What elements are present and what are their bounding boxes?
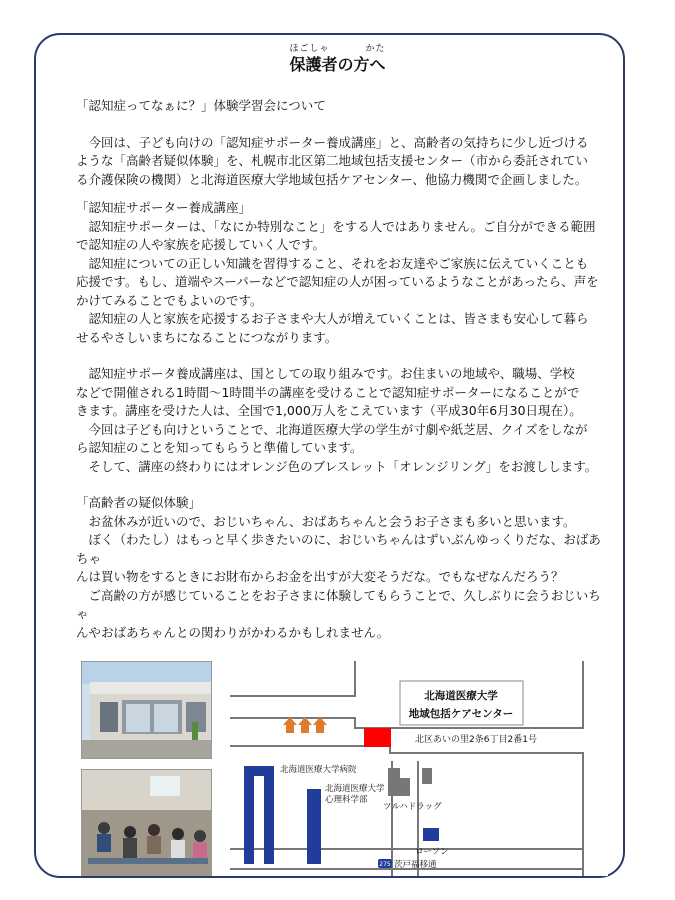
map-svg [230, 661, 608, 876]
course-line: きます。講座を受けた人は、全国で1,000万人をこえています（平成30年6月30日現在）。 [76, 403, 582, 418]
ruby-hogosha: ほごしゃ [289, 44, 330, 54]
house-icons [283, 717, 327, 733]
page-title: 保護者の方へ [289, 55, 386, 74]
supporter-line: せるやさしいまちになることにつながります。 [76, 329, 338, 345]
elderly-line: んは買い物をするときにお財布からお金を出すが大変そうだな。でもなぜなんだろう？ [76, 569, 564, 584]
intro-line: ような「高齢者疑似体験」を、札幌市北区第二地域包括支援センター（市から委託されてい [76, 153, 589, 168]
course-line: などで開催される1時間～1時間半の講座を受けることで認知症サポーターになることがで [76, 384, 580, 400]
supporter-line: 認知症の人と家族を応援するお子さまや大人が増えていくことは、皆さまも安心して暮ら [76, 311, 589, 326]
ruby-kata: かた [365, 44, 386, 54]
road-label: 茨戸福移通 [394, 860, 437, 870]
building-photo-image [82, 662, 212, 759]
psych-building [307, 789, 321, 864]
supporter-line: 応援です。もし、道端やスーパーなどで認知症の人が困っているようなことがあったら、声を [76, 274, 599, 289]
map-address: 北区あいの里2条6丁目2番1号 [415, 735, 537, 745]
elderly-line: ご高齢の方が感じていることをお子さまに体験してもらうことで、久しぶりに会うおじいちゃ [76, 587, 601, 621]
psych-label-2: 心理科学部 [325, 795, 368, 805]
seminar-photo-image [82, 770, 212, 876]
callout-name-2: 地域包括ケアセンター [408, 708, 514, 720]
hospital-label: 北海道医療大学病院 [280, 765, 357, 775]
elderly-line: んやおばあちゃんとの関わりがかわるかもしれません。 [76, 624, 390, 640]
intro-heading: 「認知症ってなぁに？」体験学習会について [76, 98, 326, 113]
course-line: 今回は子ども向けということで、北海道医療大学の学生が寸劇や紙芝居、クイズをしなが [76, 421, 588, 437]
body-text [76, 97, 606, 642]
elderly-heading: 「高齢者の疑似体験」 [76, 495, 202, 510]
supporter-line: で認知症の人や家族を応援していく人です。 [76, 237, 326, 252]
supporter-line: 認知症サポーターは、「なにか特別なこと」をする人ではありません。ご自分ができる範囲 [76, 218, 596, 234]
course-line: 認知症サポータ養成講座は、国としての取り組みです。お住まいの地域や、職場、学校 [76, 366, 575, 381]
elderly-line: ぼく（わたし）はもっと早く歩きたいのに、おじいちゃんはずいぶんゆっくりだな、おばあちゃ [76, 532, 601, 566]
building-photo [81, 661, 212, 759]
psych-label-1: 北海道医療大学 [325, 784, 385, 794]
target-building-marker [364, 728, 391, 747]
supporter-line: かけてみることでもよいのです。 [76, 292, 263, 308]
intro-line: 今回は、子ども向けの「認知症サポーター養成講座」と、高齢者の気持ちに少し近づける [76, 134, 589, 150]
location-map [230, 661, 608, 876]
supporter-heading: 「認知症サポーター養成講座」 [76, 200, 252, 215]
intro-line: る介護保険の機関）と北海道医療大学地域包括ケアセンター、他協力機関で企画しました。 [76, 171, 588, 187]
route-number: 275 [379, 861, 391, 868]
lawson-building [423, 828, 439, 841]
elderly-line: お盆休みが近いので、おじいちゃん、おばあちゃんと会うお子さまも多いと思います。 [76, 513, 576, 529]
course-line: ら認知症のことを知ってもらうと準備しています。 [76, 440, 363, 455]
seminar-photo [81, 769, 212, 876]
lawson-label: ローソン [415, 847, 449, 857]
supporter-line: 認知症についての正しい知識を習得すること、それをお友達やご家族に伝えていくことも [76, 255, 589, 271]
course-line: そして、講座の終わりにはオレンジ色のブレスレット「オレンジリング」をお渡しします。 [76, 458, 598, 474]
callout-name-1: 北海道医療大学 [424, 690, 498, 702]
drugstore-label: ツルハドラッグ [383, 802, 442, 812]
